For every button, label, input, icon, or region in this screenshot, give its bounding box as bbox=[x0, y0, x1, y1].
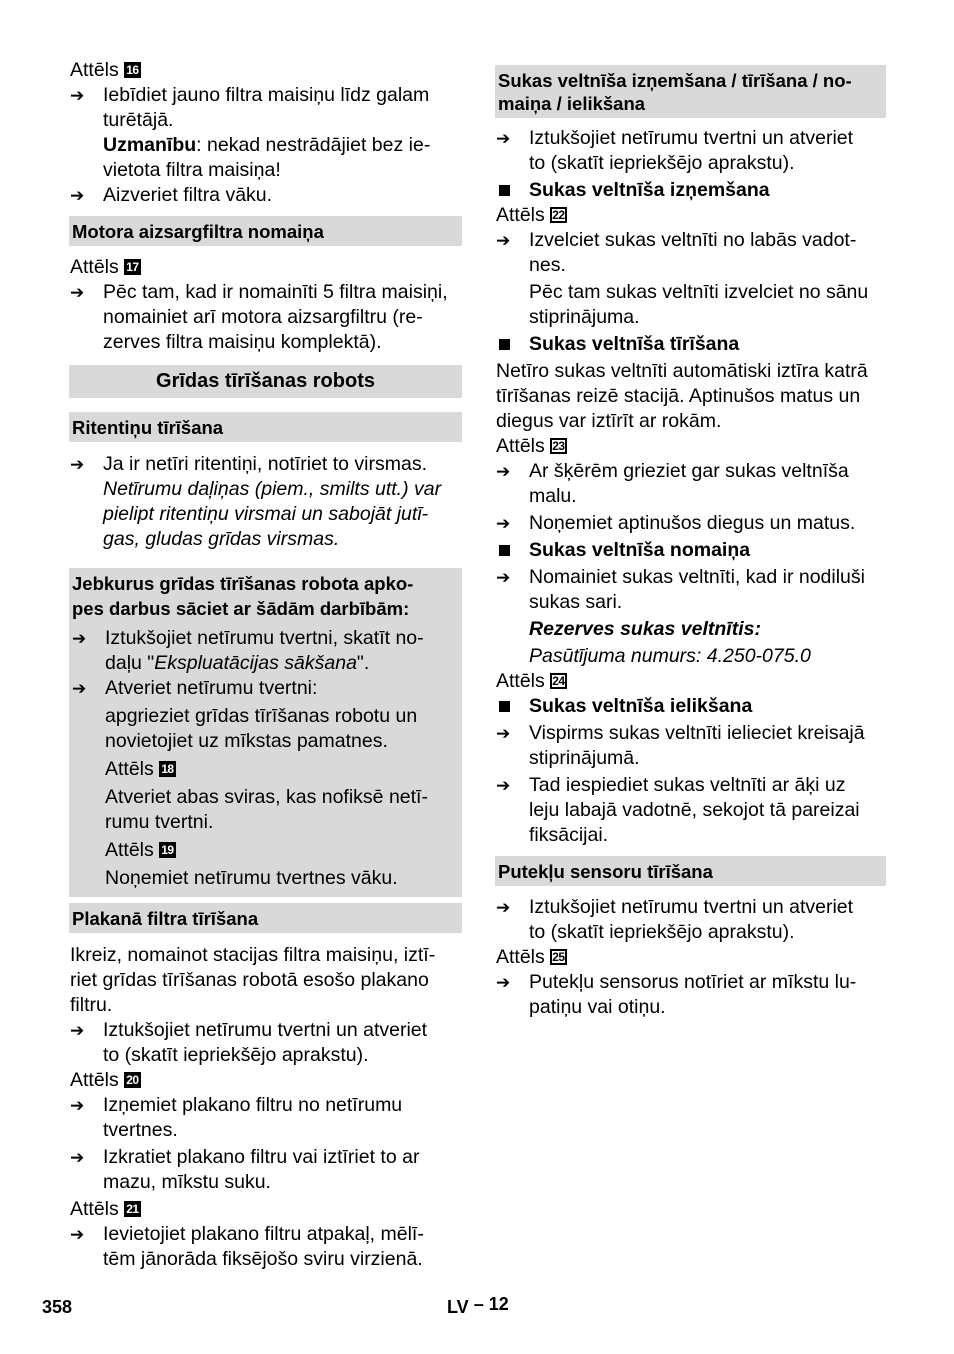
figure-number-badge: 19 bbox=[161, 843, 174, 857]
figure-ref: Attēls 23 bbox=[496, 435, 565, 457]
subheading-remove: Sukas veltnīša izņemšana bbox=[496, 178, 886, 203]
arrow-icon: ➔ bbox=[496, 724, 511, 743]
instruction-step: ➔ Izkratiet plakano filtru vai iztīriet to ar mazu, mīkstu suku. bbox=[70, 1146, 420, 1193]
square-bullet-icon bbox=[496, 694, 529, 719]
maintenance-prep-box: Jebkurus grīdas tīrīšanas robota apko- pes darbus sāciet ar šādām darbībām: ➔ Iztukšojiet netīrumu tvertni, skatīt no- daļu "Ekspluatācijas sākšana". ➔ Atveriet netīrumu tvertni: apgrieziet grīdas tīrīšanas robotu un novietojiet uz mīkstas pamatnes. Attēls 18 Atveriet abas sviras, kas nofiksē netī- rumu tvertni. Attēls 19 Noņemiet netīrumu tvertnes vāku. bbox=[69, 568, 462, 897]
instruction-step: ➔ Izņemiet plakano filtru no netīrumu tvertnes. bbox=[70, 1094, 403, 1141]
arrow-icon: ➔ bbox=[70, 86, 85, 105]
section-heading-flat-filter: Plakanā filtra tīrīšana bbox=[69, 903, 462, 933]
instruction-step: ➔ Aizveriet filtra vāku. bbox=[70, 184, 273, 206]
left-column: Attēls 16 ➔ Iebīdiet jauno filtra maisiņu līdz galam turētājā. Uzmanību: nekad nestrādājiet bez ie- vietota filtra maisiņa! ➔ Aizveriet filtra vāku. Motora aizsargfiltra nomaiņa Attēls 17 ➔ Pēc tam, kad ir nomainīti 5 filtra maisiņi, nomainiet arī motora aizsargfiltru (re- zerves filtra maisiņu komplektā). Grīdas tīrīšanas robots Ritentiņu tīrīšana ➔ Ja ir netīri ritentiņi, notīriet to virsmas. Netīrumu daļiņas (piem., smilts utt.) var pielipt ritentiņu virsmai un sabojāt jutī- gas, gludas grīdas virsmas. Jebkurus grīdas tīrīšanas robota apko- pes darbus sāciet ar šādām darbībām: ➔ Iztukšojiet netīrumu tvertni, skatīt no- daļu "Ekspluatācijas sākšana". ➔ Atveriet netīrumu tvertni: apgrieziet grīdas tīrīšanas robotu un novietojiet uz mīkstas pamatnes. Attēls 18 Atveriet abas sviras, kas nofiksē netī- rumu tvertni. Attēls 19 Noņemiet netīrumu tvertnes vāku. Plakanā filtra tīrīšana Ikreiz, nomainot stacijas filtra maisiņu, iztī- riet grīdas tīrīšanas robotā esošo plakano filtru. ➔ Iztukšojiet netīrumu tvertni un atveriet to (skatīt iepriekšējo aprakstu). Attēls 20 ➔ Izņemiet plakano filtru no netīrumu tvertnes. ➔ Izkratiet plakano filtru vai iztīriet to ar mazu, mīkstu suku. Attēls 21 ➔ Ievietojiet plakano filtru atpakaļ, mēlī- tēm jānorāda fiksējošo sviru virzienā. bbox=[70, 58, 462, 1272]
instruction-step: ➔ Putekļu sensorus notīriet ar mīkstu lu- patiņu vai otiņu. bbox=[496, 971, 857, 1018]
arrow-icon: ➔ bbox=[70, 186, 85, 205]
instruction-step: ➔ Ja ir netīri ritentiņi, notīriet to virsmas. Netīrumu daļiņas (piem., smilts utt.) var pielipt ritentiņu virsmai un sabojāt jutī- gas, gludas grīdas virsmas. bbox=[70, 453, 442, 550]
figure-number-badge: 21 bbox=[126, 1202, 139, 1216]
arrow-icon: ➔ bbox=[72, 679, 87, 698]
arrow-icon: ➔ bbox=[70, 1148, 85, 1167]
right-column: Sukas veltnīša izņemšana / tīrīšana / no- maiņa / ielikšana ➔ Iztukšojiet netīrumu tvertni un atveriet to (skatīt iepriekšējo aprakstu). Sukas veltnīša izņemšana Attēls 22 ➔ Izvelciet sukas veltnīti no labās vadot- nes. Pēc tam sukas veltnīti izvelciet no sānu stiprinājuma. Sukas veltnīša tīrīšana Netīro sukas veltnīti automātiski iztīra katrā tīrīšanas reizē stacijā. Aptinušos matus un diegus var iztīrīt ar rokām. Attēls 23 ➔ Ar šķērēm grieziet gar sukas veltnīša malu. ➔ Noņemiet aptinušos diegus un matus. Sukas veltnīša nomaiņa ➔ Nomainiet sukas veltnīti, kad ir nodiluši sukas sari. Rezerves sukas veltnītis: Pasūtījuma numurs: 4.250-075.0 Attēls 24 Sukas veltnīša ielikšana ➔ Vispirms sukas veltnīti ielieciet kreisajā stiprinājumā. ➔ Tad iespiediet sukas veltnīti ar āķi uz leju labajā vadotnē, sekojot tā pareizai fiksācijai. Putekļu sensoru tīrīšana ➔ Iztukšojiet netīrumu tvertni un atveriet to (skatīt iepriekšējo aprakstu). Attēls 25 ➔ Putekļu sensorus notīriet ar mīkstu lu- patiņu vai otiņu. bbox=[496, 65, 886, 1020]
arrow-icon: ➔ bbox=[70, 1021, 85, 1040]
instruction-step: ➔ Atveriet netīrumu tvertni: apgrieziet grīdas tīrīšanas robotu un novietojiet uz mīkstas pamatnes. Attēls 18 Atveriet abas sviras, kas nofiksē netī- rumu tvertni. Attēls 19 Noņemiet netīrumu tvertnes vāku. bbox=[72, 677, 428, 889]
subheading-insert: Sukas veltnīša ielikšana bbox=[496, 694, 886, 719]
section-heading-brush-roller: Sukas veltnīša izņemšana / tīrīšana / no- maiņa / ielikšana bbox=[495, 65, 886, 118]
subheading-replace: Sukas veltnīša nomaiņa bbox=[496, 538, 886, 563]
instruction-step: ➔ Pēc tam, kad ir nomainīti 5 filtra maisiņi, nomainiet arī motora aizsargfiltru (re- zerves filtra maisiņu komplektā). bbox=[70, 281, 448, 353]
warning-note: Uzmanību: nekad nestrādājiet bez ie- bbox=[103, 134, 431, 156]
instruction-step: ➔ Ar šķērēm grieziet gar sukas veltnīša malu. bbox=[496, 460, 849, 507]
square-bullet-icon bbox=[496, 332, 529, 357]
instruction-step: ➔ Vispirms sukas veltnīti ielieciet kreisajā stiprinājumā. bbox=[496, 722, 865, 769]
arrow-icon: ➔ bbox=[496, 129, 511, 148]
instruction-step: ➔ Noņemiet aptinušos diegus un matus. bbox=[496, 512, 856, 534]
figure-ref: Attēls 16 bbox=[70, 59, 139, 81]
chapter-heading-robot: Grīdas tīrīšanas robots bbox=[69, 365, 462, 398]
figure-ref: Attēls 18 bbox=[105, 758, 174, 780]
figure-ref: Attēls 20 bbox=[70, 1069, 139, 1091]
warning-note-cont: vietota filtra maisiņa! bbox=[103, 159, 281, 181]
arrow-icon: ➔ bbox=[70, 1096, 85, 1115]
instruction-step: ➔ Iebīdiet jauno filtra maisiņu līdz galam turētājā. bbox=[70, 84, 430, 131]
arrow-icon: ➔ bbox=[70, 283, 85, 302]
section-heading-motor-filter: Motora aizsargfiltra nomaiņa bbox=[69, 216, 462, 246]
figure-number-badge: 25 bbox=[552, 950, 565, 964]
figure-number-badge: 17 bbox=[126, 260, 139, 274]
figure-ref: Attēls 19 bbox=[105, 839, 174, 861]
page-number: 358 bbox=[42, 1297, 73, 1317]
instruction-step: ➔ Iztukšojiet netīrumu tvertni un atveriet to (skatīt iepriekšējo aprakstu). bbox=[496, 127, 854, 174]
arrow-icon: ➔ bbox=[72, 629, 87, 648]
section-heading-wheels: Ritentiņu tīrīšana bbox=[69, 412, 462, 442]
arrow-icon: ➔ bbox=[496, 568, 511, 587]
arrow-icon: ➔ bbox=[496, 776, 511, 795]
figure-ref: Attēls 22 bbox=[496, 204, 565, 226]
figure-number-badge: 18 bbox=[161, 762, 174, 776]
square-bullet-icon bbox=[496, 538, 529, 563]
arrow-icon: ➔ bbox=[70, 455, 85, 474]
instruction-step: ➔ Iztukšojiet netīrumu tvertni un atveriet to (skatīt iepriekšējo aprakstu). bbox=[496, 896, 854, 943]
arrow-icon: ➔ bbox=[496, 898, 511, 917]
instruction-step: ➔ Ievietojiet plakano filtru atpakaļ, mēlī- tēm jānorāda fiksējošo sviru virzienā. bbox=[70, 1223, 424, 1270]
instruction-step: ➔ Izvelciet sukas veltnīti no labās vadot- nes. Pēc tam sukas veltnīti izvelciet no sānu stiprinājuma. bbox=[496, 229, 869, 328]
arrow-icon: ➔ bbox=[496, 462, 511, 481]
figure-ref: Attēls 24 bbox=[496, 670, 565, 692]
figure-number-badge: 20 bbox=[126, 1073, 139, 1087]
figure-number-badge: 22 bbox=[552, 208, 565, 222]
figure-number-badge: 16 bbox=[126, 63, 139, 77]
figure-number-badge: 24 bbox=[552, 674, 565, 688]
arrow-icon: ➔ bbox=[496, 514, 511, 533]
arrow-icon: ➔ bbox=[496, 231, 511, 250]
figure-number-badge: 23 bbox=[552, 439, 565, 453]
instruction-step: ➔ Iztukšojiet netīrumu tvertni un atveriet to (skatīt iepriekšējo aprakstu). bbox=[70, 1019, 428, 1066]
instruction-step: ➔ Tad iespiediet sukas veltnīti ar āķi uz leju labajā vadotnē, sekojot tā pareizai fiksācijai. bbox=[496, 774, 860, 846]
arrow-icon: ➔ bbox=[70, 1225, 85, 1244]
figure-ref: Attēls 17 bbox=[70, 256, 139, 278]
figure-ref: Attēls 25 bbox=[496, 946, 565, 968]
instruction-step: ➔ Nomainiet sukas veltnīti, kad ir nodiluši sukas sari. Rezerves sukas veltnītis: Pasūtījuma numurs: 4.250-075.0 bbox=[496, 566, 865, 667]
language-code: LV – 12 bbox=[447, 1294, 509, 1317]
section-heading-dust-sensors: Putekļu sensoru tīrīšana bbox=[495, 856, 886, 886]
subheading-clean: Sukas veltnīša tīrīšana bbox=[496, 332, 886, 357]
arrow-icon: ➔ bbox=[496, 973, 511, 992]
square-bullet-icon bbox=[496, 178, 529, 203]
instruction-step: ➔ Iztukšojiet netīrumu tvertni, skatīt no- daļu "Ekspluatācijas sākšana". bbox=[72, 627, 424, 674]
figure-ref: Attēls 21 bbox=[70, 1198, 139, 1220]
